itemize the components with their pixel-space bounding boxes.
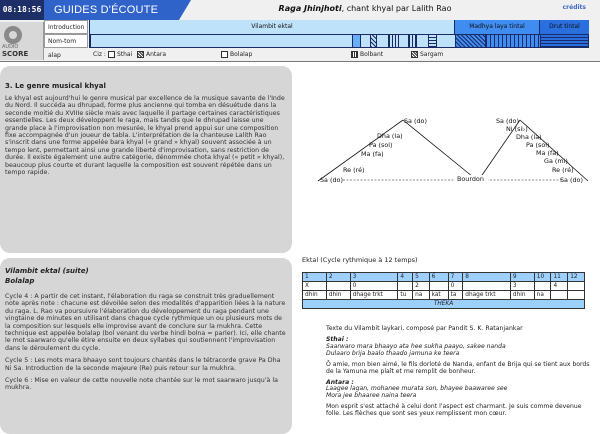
bol-cell: dhage trkt xyxy=(463,291,511,300)
note-ma-2: Ma (fa) xyxy=(536,149,559,157)
track-block[interactable] xyxy=(416,35,428,47)
bol-cell: dhin xyxy=(303,291,327,300)
segment-drut-tintal[interactable]: Drut tintal xyxy=(539,20,589,34)
beat-row xyxy=(303,273,585,282)
ektal-table xyxy=(302,272,585,309)
legend-swatch xyxy=(137,51,144,58)
note-sa-high: Sa (do) xyxy=(404,117,427,125)
timeline-alap-label[interactable]: Nom-tom alap xyxy=(44,34,88,48)
bol-cell xyxy=(551,291,568,300)
cycle-notes xyxy=(5,293,287,397)
note-ma: Ma (fa) xyxy=(361,150,384,158)
note-dha-2: Dha (la) xyxy=(516,133,542,141)
bol-cell: dhin xyxy=(326,291,350,300)
sthai-line-1: Saarwaro mara bhaayo ata hee sukha paayo, sakee nanda xyxy=(326,342,506,350)
sthai-line-2: Dulaaro brija baalo thaado jamuna ke teera xyxy=(326,349,460,357)
legend-antara xyxy=(137,49,166,60)
bol-row xyxy=(303,291,585,300)
mark-cell: 3 xyxy=(510,282,534,291)
section-heading: Vilambit ektal (suite) xyxy=(5,267,89,275)
legend-swatch xyxy=(108,51,115,58)
bol-cell: na xyxy=(534,291,551,300)
bol-cell: kat xyxy=(429,291,448,300)
note-sa-high-2: Sa (do) xyxy=(496,117,519,125)
time-display: 08:18:56 xyxy=(0,0,44,20)
ektal-title: Ektal (Cycle rythmique à 12 temps) xyxy=(302,256,418,264)
note-dha: Dha (la) xyxy=(377,132,403,140)
legend-label: Ciz : xyxy=(93,51,106,58)
legend-label: Antara xyxy=(146,51,167,58)
app-title: GUIDES D'ÉCOUTE xyxy=(44,0,179,20)
mark-cell: 0 xyxy=(350,282,398,291)
segment-madhya-tintal[interactable]: Madhya laya tintal xyxy=(454,20,539,34)
legend-swatch xyxy=(221,51,228,58)
antara-line-1: Laagee lagan, mohanee murata son, bhayee baawaree see xyxy=(326,385,508,393)
timeline-detail-track[interactable] xyxy=(89,34,589,48)
legend-label: Bolbant xyxy=(360,51,384,58)
mark-cell xyxy=(326,282,350,291)
mark-cell: 0 xyxy=(448,282,463,291)
antara-translation: Mon esprit s'est attaché à celui dont l'aspect est charmant. Je suis comme devenue folle. Les flèches que sont ses yeux remplissent mon cœur. xyxy=(326,403,582,418)
mark-cell xyxy=(463,282,511,291)
score-text: SCORE xyxy=(2,50,29,58)
bol-cell xyxy=(568,291,585,300)
sthai-block xyxy=(326,337,594,358)
legend-bolalap xyxy=(221,49,252,60)
legend-label: Sthai xyxy=(116,51,133,58)
beat-cell: 6 xyxy=(429,273,448,282)
mark-cell: 2 xyxy=(413,282,430,291)
track-block[interactable] xyxy=(436,35,455,47)
beat-cell: 3 xyxy=(350,273,398,282)
legend-sargam xyxy=(411,49,443,60)
score-prefix: AUDIO xyxy=(2,44,19,50)
bol-cell: ta xyxy=(448,291,463,300)
note-re-2: Re (ré) xyxy=(552,166,574,174)
note-pa: Pa (sol) xyxy=(369,141,393,149)
beat-cell: 12 xyxy=(568,273,585,282)
cycle-5-text: Cycle 5 : Les mots mara bhaayo sont toujours chantés dans le tétracorde grave Pa Dha Ni Sa. Introduction de la seconde majeure (Re) puis retour sur la mukhra. xyxy=(5,357,281,372)
track-block[interactable] xyxy=(428,35,436,47)
raga-scale-diagram xyxy=(298,66,600,196)
track-title xyxy=(195,0,535,18)
beat-cell: 4 xyxy=(398,273,413,282)
beat-cell: 11 xyxy=(551,273,568,282)
track-block[interactable] xyxy=(485,35,540,47)
section-heading: 3. Le genre musical khyal xyxy=(5,82,106,90)
khyal-info-panel xyxy=(0,66,292,253)
section-subheading: Bolalap xyxy=(5,277,35,285)
khyal-description: Le khyal est aujourd'hui le genre musical par excellence de la musique savante de l'Inde du Nord. Il succéda au dhrupad, forme plus ancienne qui tomba en désuétude dans la seconde moitié du XVIIIe siècle mais avec laquelle il partage certaines caractéristiques essentielles. Les deux développent le raga, mais tandis que le dhrupad laisse une grande place à l'improvisation non mesurée, le khyal prend appui sur une composition fixe accompagnée d'un joueur de tabla. L'interprétation de la chanteuse Lalith Rao s'inscrit dans une forme appelée bara khyal (« grand » khyal) souvent associée à un tempo lent, permettant ainsi une grande liberté d'improvisation, sans restriction de durée. Il existe également une autre catégorie, dénommée chota khyal (« petit » khyal), beaucoup plus courte et durant laquelle la composition est souvent répétée dans un tempo rapide. xyxy=(5,95,285,177)
note-sa-low-2: Sa (do) xyxy=(560,176,583,184)
legend-swatch xyxy=(351,51,358,58)
note-ni: Ni (si♭) xyxy=(506,125,528,133)
bol-cell: na xyxy=(413,291,430,300)
beat-cell: 5 xyxy=(413,273,430,282)
cycle-description-panel xyxy=(0,258,292,434)
track-block[interactable] xyxy=(455,35,485,47)
track-block[interactable] xyxy=(90,35,352,47)
bol-cell: dhage trkt xyxy=(350,291,398,300)
legend-bolbant xyxy=(351,49,383,60)
track-block[interactable] xyxy=(376,35,388,47)
note-ga: Ga (mi) xyxy=(544,157,568,165)
beat-cell: 10 xyxy=(534,273,551,282)
mark-cell xyxy=(429,282,448,291)
timeline-sections[interactable] xyxy=(89,20,589,34)
track-block[interactable] xyxy=(540,35,588,47)
theka-row xyxy=(303,300,585,309)
mark-cell: X xyxy=(303,282,327,291)
bol-cell: tu xyxy=(398,291,413,300)
descent-line xyxy=(403,120,478,181)
bol-cell: dhin xyxy=(510,291,534,300)
beat-cell: 8 xyxy=(463,273,511,282)
track-block[interactable] xyxy=(352,35,360,47)
timeline-intro-label[interactable]: Introduction xyxy=(44,20,88,34)
segment-vilambit-ektal[interactable]: Vilambit ektal xyxy=(89,20,454,34)
legend xyxy=(89,49,589,60)
antara-label: Antara : xyxy=(326,378,354,386)
track-block[interactable] xyxy=(360,35,370,47)
beat-cell: 1 xyxy=(303,273,327,282)
sthai-translation: Ô amie, mon bien aimé, le fils dorloté de Nanda, enfant de Brija qui se tient aux bords de la Yamuna me plaît et me remplit de bonheur. xyxy=(326,360,590,375)
cycle-4-text: Cycle 4 : A partir de cet instant, l'élaboration du raga se construit très graduellement note après note : chacune est dévoilée selon des modalités d'apparition liées à la nature du raga. L. Rao va poursuivre l'élaboration du développement du raga pendant une vingtaine de minutes en utilisant dans chaque cycle rythmique un ou plusieurs mots de la composition sur lesquels elle improvise avant de conclure sur la mukhra. Cette technique est appelée bolalap (bol venant du verbe hindi bolna = parler). Ici, elle chante le mot saarwaro qu'elle étire ensuite en deux syllabes qui soutiennent l'improvisation dans le déroulement du cycle. xyxy=(5,293,286,352)
lyrics-block xyxy=(326,337,594,422)
track-title-rest: , chant khyal par Lalith Rao xyxy=(341,4,452,13)
header-bar xyxy=(0,0,600,62)
note-re: Re (ré) xyxy=(343,166,365,174)
beat-cell: 2 xyxy=(326,273,350,282)
legend-ciz xyxy=(93,49,132,60)
antara-line-2: Mora jee bhaaree naina teera xyxy=(326,392,417,400)
mark-row xyxy=(303,282,585,291)
theka-label: THEKA xyxy=(303,300,585,309)
mark-cell xyxy=(568,282,585,291)
mark-cell xyxy=(398,282,413,291)
raga-name: Raga Jhinjhoti xyxy=(278,4,342,13)
credits-link[interactable]: crédits xyxy=(562,4,586,11)
beat-cell: 9 xyxy=(510,273,534,282)
track-block[interactable] xyxy=(388,35,398,47)
beat-cell: 7 xyxy=(448,273,463,282)
track-block[interactable] xyxy=(398,35,408,47)
antara-block xyxy=(326,380,594,401)
note-sa-low: Sa (do) xyxy=(320,176,343,184)
track-block[interactable] xyxy=(408,35,416,47)
score-button[interactable] xyxy=(0,22,44,60)
mark-cell xyxy=(534,282,551,291)
cycle-6-text: Cycle 6 : Mise en valeur de cette nouvelle note chantée sur le mot saarwaro jusqu'à la mukhra. xyxy=(5,377,278,392)
sthai-label: Sthai : xyxy=(326,336,349,343)
legend-swatch xyxy=(411,51,418,58)
legend-label: Bolalap xyxy=(230,51,253,58)
score-label xyxy=(2,42,43,58)
lyrics-intro: Texte du Vilambit laykari, composé par Pandit S. K. Ratanjankar xyxy=(326,325,523,332)
note-pa-2: Pa (sol) xyxy=(526,141,550,149)
mark-cell: 4 xyxy=(551,282,568,291)
bourdon-label: Bourdon xyxy=(457,175,484,183)
legend-label: Sargam xyxy=(420,51,444,58)
